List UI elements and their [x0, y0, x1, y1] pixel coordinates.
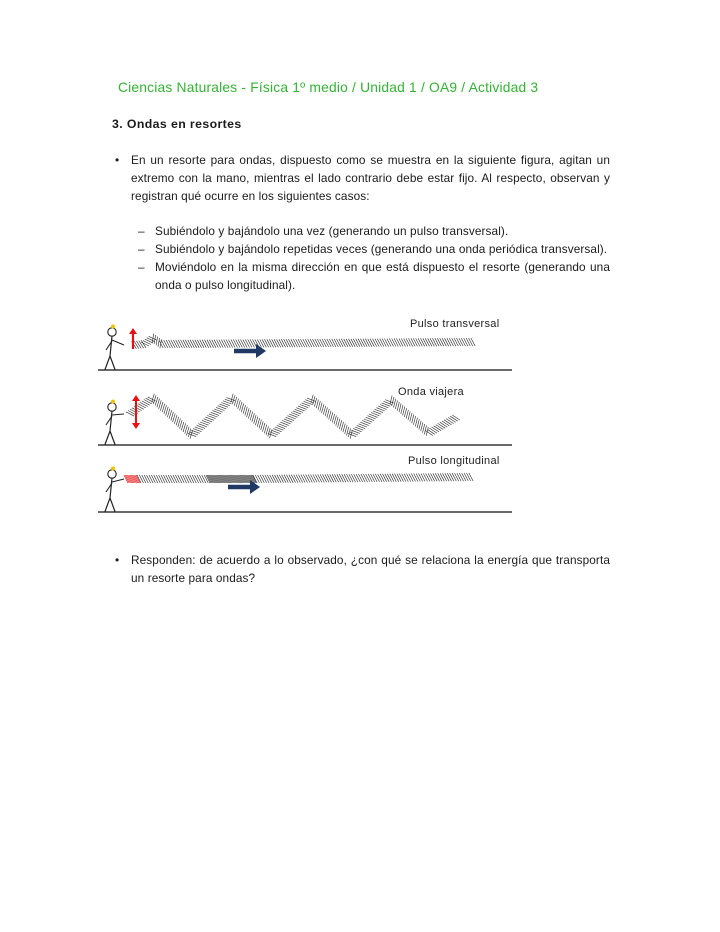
intro-block [112, 151, 610, 294]
case-item-longitudinal: – Moviéndolo en la misma dirección en que está dispuesto el resorte (generando una onda o pulso longitudinal). [138, 258, 610, 294]
question-paragraph: • Responden: de acuerdo a lo observado, ¿con qué se relaciona la energía que transporta un resorte para ondas? [112, 551, 610, 587]
figure-label-pulso-longitudinal: Pulso longitudinal [408, 455, 500, 467]
case-item-transversal-pulse: – Subiéndolo y bajándolo una vez (generando un pulso transversal). [138, 222, 610, 240]
figure-label-pulso-transversal: Pulso transversal [410, 318, 500, 330]
figure-onda-viajera [98, 384, 513, 448]
document-header: Ciencias Naturales - Física 1º medio / Unidad 1 / OA9 / Actividad 3 [118, 80, 539, 95]
spring-coil [132, 334, 476, 349]
figure-pulso-transversal [98, 318, 513, 374]
stick-person [105, 325, 124, 370]
section-title: 3. Ondas en resortes [112, 117, 242, 131]
cases-list [138, 222, 610, 294]
figure-pulso-longitudinal [98, 452, 513, 516]
spring-wave-coil [126, 394, 460, 439]
figures-block [98, 318, 513, 516]
stick-person [105, 400, 124, 445]
figure-label-onda-viajera: Onda viajera [398, 386, 464, 398]
spring-coil [137, 475, 208, 483]
hand-motion-up-arrow-icon [129, 328, 137, 349]
compressed-region-coil [206, 475, 256, 483]
spring-coil [253, 473, 473, 483]
case-item-periodic-wave: – Subiéndolo y bajándolo repetidas veces (generando una onda periódica transversal). [138, 240, 610, 258]
hand-motion-double-arrow-icon [132, 395, 140, 429]
intro-paragraph: • En un resorte para ondas, dispuesto como se muestra en la siguiente figura, agitan un extremo con la mano, mientras el lado contrario debe estar fijo. Al respecto, observan y registran qué ocurre en los siguientes casos: [112, 151, 610, 205]
stick-person [105, 467, 124, 512]
